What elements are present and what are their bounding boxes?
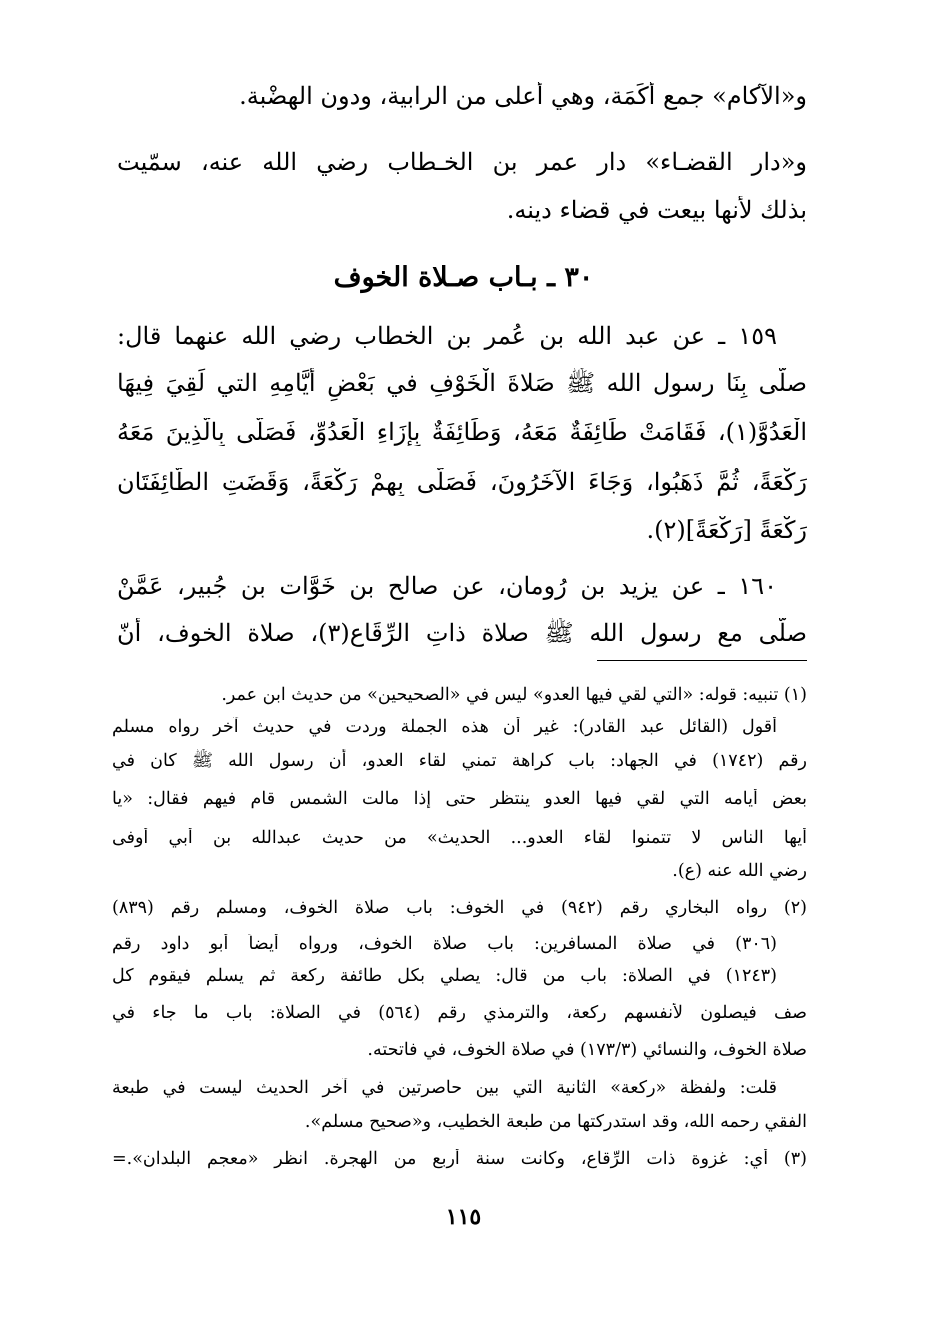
hadith-160-line-1: ١٦٠ ـ عن يزيد بن رُومان، عن صالح بن خَوَّات بن جُبير، عَمَّنْ <box>117 572 777 600</box>
footnote-1-line-4: بعض أيامه التي لقي فيها العدو ينتظر حتى إذا مالت الشمس قام فيهم فقال: «يا <box>112 789 807 809</box>
footnote-1-line-6: رضي الله عنه (ع). <box>672 861 807 881</box>
footnote-2-line-7: الفقي رحمه الله، وقد استدركتها من طبعة الخطيب، و«صحيح مسلم». <box>304 1112 807 1132</box>
hadith-159-line-3: الْعَدُوَّ(١)، فَقَامَتْ طَائِفَةٌ مَعَهُ، وَطَائِفَةٌ بِإِزَاءِ الْعَدُوِّ، فَصَلَّى بِالَّذِينَ مَعَهُ <box>117 418 807 446</box>
page-number: ١١٥ <box>445 1204 482 1230</box>
intro-line-1: و«الآكام» جمع أَكَمَة، وهي أعلى من الرابية، ودون الهضْبة. <box>239 82 807 110</box>
footnote-2-line-1: (٢) رواه البخاري رقم (٩٤٢) في الخوف: باب صلاة الخوف، ومسلم رقم (٨٣٩) <box>112 898 807 918</box>
chapter-heading: ٣٠ ـ بـاب صـلاة الخوف <box>333 262 594 293</box>
footnote-2-line-5: صلاة الخوف، والنسائي (١٧٣/٣) في صلاة الخوف، في فاتحته. <box>367 1040 807 1060</box>
footnote-separator <box>597 660 807 661</box>
footnote-2-line-2: (٣٠٦) في صلاة المسافرين: باب صلاة الخوف، ورواه أيضاً أبو داود رقم <box>112 934 777 954</box>
footnote-1-line-3: رقم (١٧٤٢) في الجهاد: باب كراهة تمني لقاء العدو، أن رسول الله ﷺ كان في <box>112 751 807 771</box>
footnote-3-line-1: (٣) أي: غزوة ذات الرِّقاع، وكانت سنة أربع من الهجرة. انظر «معجم البلدان».= <box>112 1149 807 1169</box>
intro-line-3: بذلك لأنها بيعت في قضاء دينه. <box>506 196 807 224</box>
hadith-160-line-2: صلّى مع رسول الله ﷺ صلاة ذاتِ الرِّقَاع(٣)، صلاة الخوف، أنّ <box>117 619 807 647</box>
hadith-159-line-1: ١٥٩ ـ عن عبد الله بن عُمر بن الخطاب رضي الله عنهما قال: <box>117 322 777 350</box>
hadith-159-line-5: رَكْعَةً [رَكْعَةً](٢). <box>646 516 807 544</box>
intro-line-2: و«دار القضـاء» دار عمر بن الخـطاب رضي الله عنه، سمّيت <box>117 148 807 176</box>
footnote-1-line-5: أيها الناس لا تتمنوا لقاء العدو... الحديث» من حديث عبدالله بن أبي أوفى <box>112 828 807 848</box>
footnote-1-line-2: أقول (القائل عبد القادر): غير أن هذه الجملة وردت في حديث آخر رواه مسلم <box>112 717 777 737</box>
footnote-1-line-1: (١) تنبيه: قوله: «التي لقي فيها العدو» ليس في «الصحيحين» من حديث ابن عمر. <box>221 685 807 705</box>
hadith-159-line-4: رَكْعَةً، ثُمَّ ذَهَبُوا، وَجَاءَ الآخَرُونَ، فَصَلَّى بِهِمْ رَكْعَةً، وَقَضَتِ الطَّائِفَتَانِ <box>117 468 807 496</box>
footnote-2-line-3: (١٢٤٣) في الصلاة: باب من قال: يصلي بكل طائفة ركعة ثم يسلم فيقوم كل <box>112 966 777 986</box>
hadith-159-line-2: صلّى بِنَا رسول الله ﷺ صَلاةَ الْخَوْفِ في بَعْضِ أَيَّامِهِ التي لَقِيَ فِيهَا <box>117 369 807 397</box>
footnote-2-line-4: صف فيصلون لأنفسهم ركعة، والترمذي رقم (٥٦٤) في الصلاة: باب ما جاء في <box>112 1003 807 1023</box>
footnote-2-line-6: قلت: ولفظة «ركعة» الثانية التي بين حاصرتين في آخر الحديث ليست في طبعة <box>112 1078 777 1098</box>
